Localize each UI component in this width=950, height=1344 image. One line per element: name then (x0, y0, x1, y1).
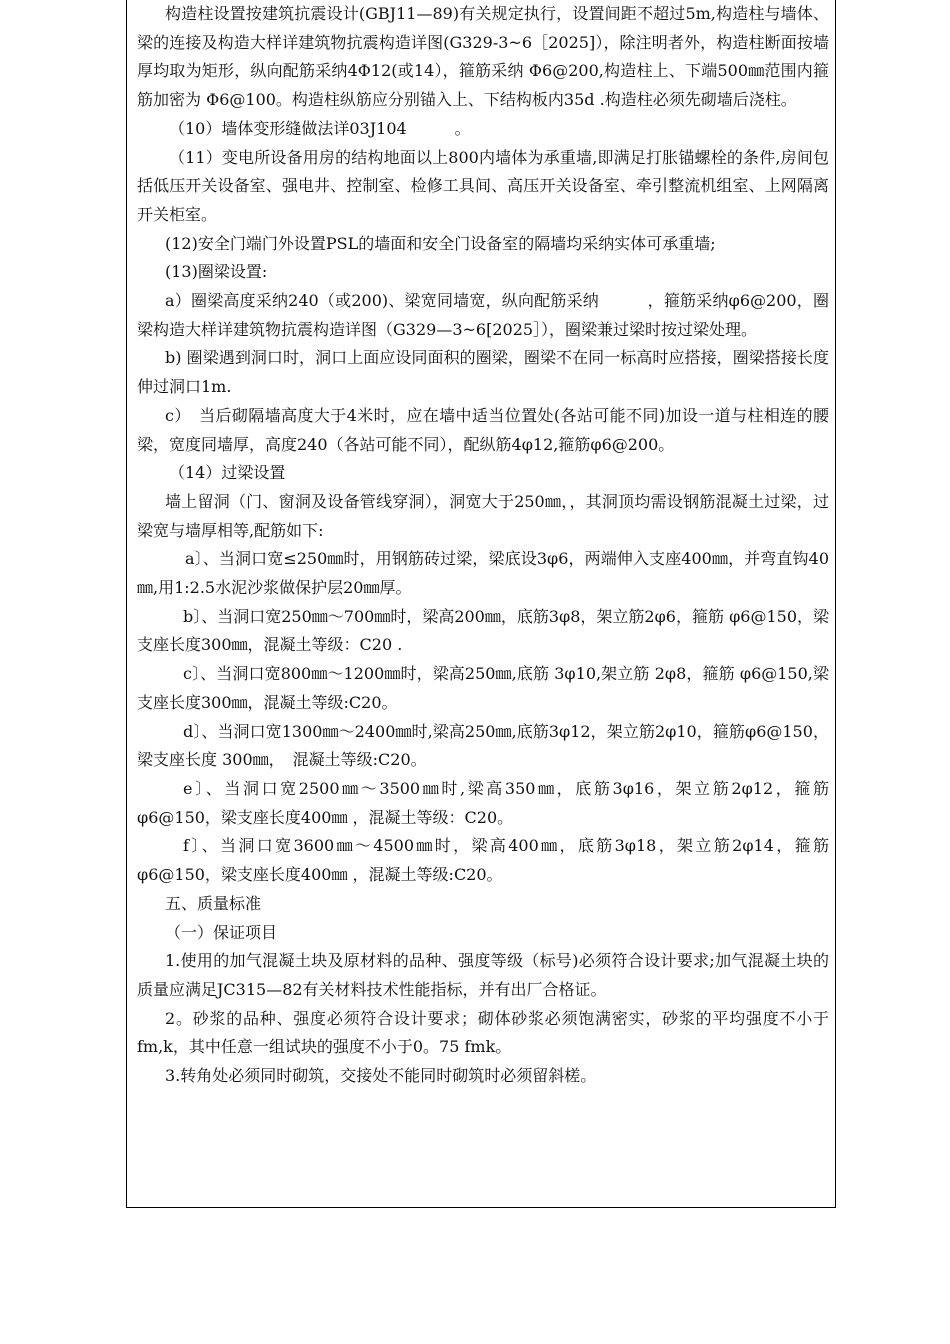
paragraph-14-intro: 墙上留洞（门、窗洞及设备管线穿洞），洞宽大于250㎜，，其洞顶均需设钢筋混凝土过梁，过梁宽与墙厚相等,配筋如下: (137, 491, 829, 540)
paragraph-13-heading: (13)圈梁设置: (165, 262, 268, 282)
paragraph-14f: f〕、当洞口宽3600㎜～4500㎜时，梁高400㎜，底筋3φ18，架立筋2φ14，箍筋φ6@150，梁支座长度400㎜ ，混凝土等级:C20。 (137, 836, 829, 885)
paragraph-14b: b〕、当洞口宽250㎜～700㎜时，梁高200㎜，底筋3φ8，架立筋2φ6，箍筋 φ6@150，梁支座长度300㎜，混凝土等级：C20 . (137, 606, 829, 655)
paragraph-structural-column: 构造柱设置按建筑抗震设计(GBJ11—89)有关规定执行，设置间距不超过5m,构造柱与墙体、梁的连接及构造大样详建筑物抗震构造详图(G329-3~6［2025]），除注明者外，构造柱断面按墙厚均取为矩形，纵向配筋采纳4Φ12(或14），箍筋采纳 Φ6@200,构造柱上、下端500㎜范围内箍筋加密为 Φ6@100。构造柱纵筋应分别锚入上、下结构板内35d .构造柱必须先砌墙后浇柱。 (137, 4, 829, 110)
subsection-guarantee-heading: （一）保证项目 (165, 922, 278, 942)
paragraph-13c: c） 当后砌隔墙高度大于4米时，应在墙中适当位置处(各站可能不同)加设一道与柱相连的腰梁，宽度同墙厚，高度240（各站可能不同），配纵筋4φ12,箍筋φ6@200。 (137, 405, 829, 454)
paragraph-10: （10）墙体变形缝做法详03J104 。 (169, 118, 471, 138)
section-5-heading: 五、质量标准 (165, 893, 262, 913)
guarantee-item-2: 2。砂浆的品种、强度必须符合设计要求；砌体砂浆必须饱满密实，砂浆的平均强度不小于fm,k，其中任意一组试块的强度不小于0。75 fmk。 (137, 1008, 829, 1057)
document-body (137, 0, 829, 1091)
paragraph-14d: d〕、当洞口宽1300㎜～2400㎜时,梁高250㎜,底筋3φ12，架立筋2φ10，箍筋φ6@150，梁支座长度 300㎜， 混凝土等级:C20。 (137, 721, 829, 770)
paragraph-13b: b) 圈梁遇到洞口时，洞口上面应设同面积的圈梁，圈梁不在同一标高时应搭接，圈梁搭接长度伸过洞口1m. (137, 348, 829, 397)
paragraph-14a: a〕、当洞口宽≤250㎜时，用钢筋砖过梁，梁底设3φ6，两端伸入支座400㎜，并弯直钩40㎜,用1:2.5水泥沙浆做保护层20㎜厚。 (137, 549, 829, 598)
guarantee-item-1: 1.使用的加气混凝土块及原材料的品种、强度等级（标号)必须符合设计要求;加气混凝土块的质量应满足JC315—82有关材料技术性能指标，并有出厂合格证。 (137, 951, 829, 999)
paragraph-12: (12)安全门端门外设置PSL的墙面和安全门设备室的隔墙均采纳实体可承重墙; (165, 233, 716, 253)
paragraph-14c: c〕、当洞口宽800㎜～1200㎜时，梁高250㎜,底筋 3φ10,架立筋 2φ8，箍筋 φ6@150,梁支座长度300㎜，混凝土等级:C20。 (137, 664, 829, 712)
guarantee-item-3: 3.转角处必须同时砌筑，交接处不能同时砌筑时必须留斜槎。 (165, 1066, 597, 1086)
paragraph-14e: e〕、当洞口宽2500㎜～3500㎜时,梁高350㎜，底筋3φ16，架立筋2φ12，箍筋φ6@150，梁支座长度400㎜ ，混凝土等级：C20。 (137, 778, 829, 827)
paragraph-11: （11）变电所设备用房的结构地面以上800内墙体为承重墙,即满足打胀锚螺栓的条件,房间包括低压开关设备室、强电井、控制室、检修工具间、高压开关设备室、牵引整流机组室、上网隔离开关柜室。 (137, 147, 829, 224)
paragraph-13a: a）圈梁高度采纳240（或200)、梁宽同墙宽，纵向配筋采纳 ，箍筋采纳φ6@200，圈梁构造大样详建筑物抗震构造详图（G329—3~6[2025］），圈梁兼过梁时按过梁处理。 (137, 291, 829, 339)
paragraph-14-heading: （14）过梁设置 (169, 463, 286, 483)
